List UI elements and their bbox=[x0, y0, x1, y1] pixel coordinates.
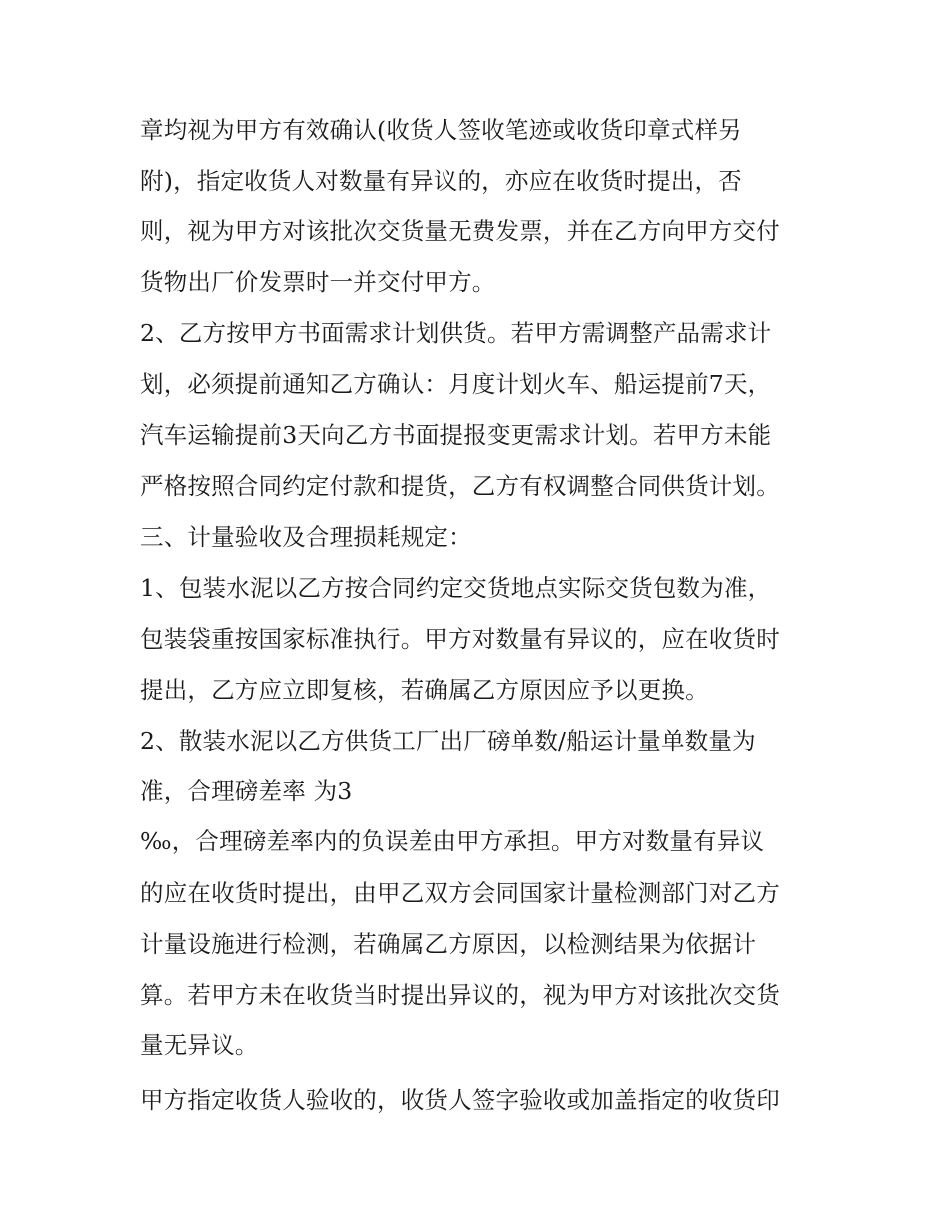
text-line: 算。若甲方未在收货当时提出异议的，视为甲方对该批次交货 bbox=[140, 981, 780, 1009]
text-line: 章均视为甲方有效确认(收货人签收笔迹或收货印章式样另 bbox=[140, 116, 742, 144]
text-line: 汽车运输提前3天向乙方书面提报变更需求计划。若甲方未能 bbox=[140, 421, 772, 449]
text-line: 提出，乙方应立即复核，若确属乙方原因应予以更换。 bbox=[140, 676, 709, 704]
text-line: 则，视为甲方对该批次交货量无费发票，并在乙方向甲方交付 bbox=[140, 217, 780, 245]
text-line: 计量设施进行检测，若确属乙方原因，以检测结果为依据计 bbox=[140, 930, 757, 958]
text-line: 货物出厂价发票时一并交付甲方。 bbox=[140, 268, 496, 296]
text-line: 甲方指定收货人验收的，收货人签字验收或加盖指定的收货印 bbox=[140, 1086, 780, 1114]
text-line: ‰，合理磅差率内的负误差由甲方承担。甲方对数量有异议 bbox=[140, 827, 765, 855]
text-line: 2、乙方按甲方书面需求计划供货。若甲方需调整产品需求计 bbox=[140, 319, 772, 347]
text-line: 附)，指定收货人对数量有异议的，亦应在收货时提出，否 bbox=[140, 167, 742, 195]
text-line: 准，合理磅差率 为3 bbox=[140, 777, 353, 805]
text-line: 的应在收货时提出，由甲乙双方会同国家计量检测部门对乙方 bbox=[140, 879, 780, 907]
text-line: 严格按照合同约定付款和提货，乙方有权调整合同供货计划。 bbox=[140, 472, 780, 500]
text-line: 划，必须提前通知乙方确认：月度计划火车、船运提前7天， bbox=[140, 370, 772, 398]
section-heading: 三、计量验收及合理损耗规定： bbox=[140, 523, 472, 551]
text-line: 量无异议。 bbox=[140, 1031, 259, 1059]
text-line: 包装袋重按国家标准执行。甲方对数量有异议的，应在收货时 bbox=[140, 625, 780, 653]
text-line: 2、散装水泥以乙方供货工厂出厂磅单数/船运计量单数量为 bbox=[140, 727, 756, 755]
text-line: 1、包装水泥以乙方按合同约定交货地点实际交货包数为准， bbox=[140, 574, 772, 602]
